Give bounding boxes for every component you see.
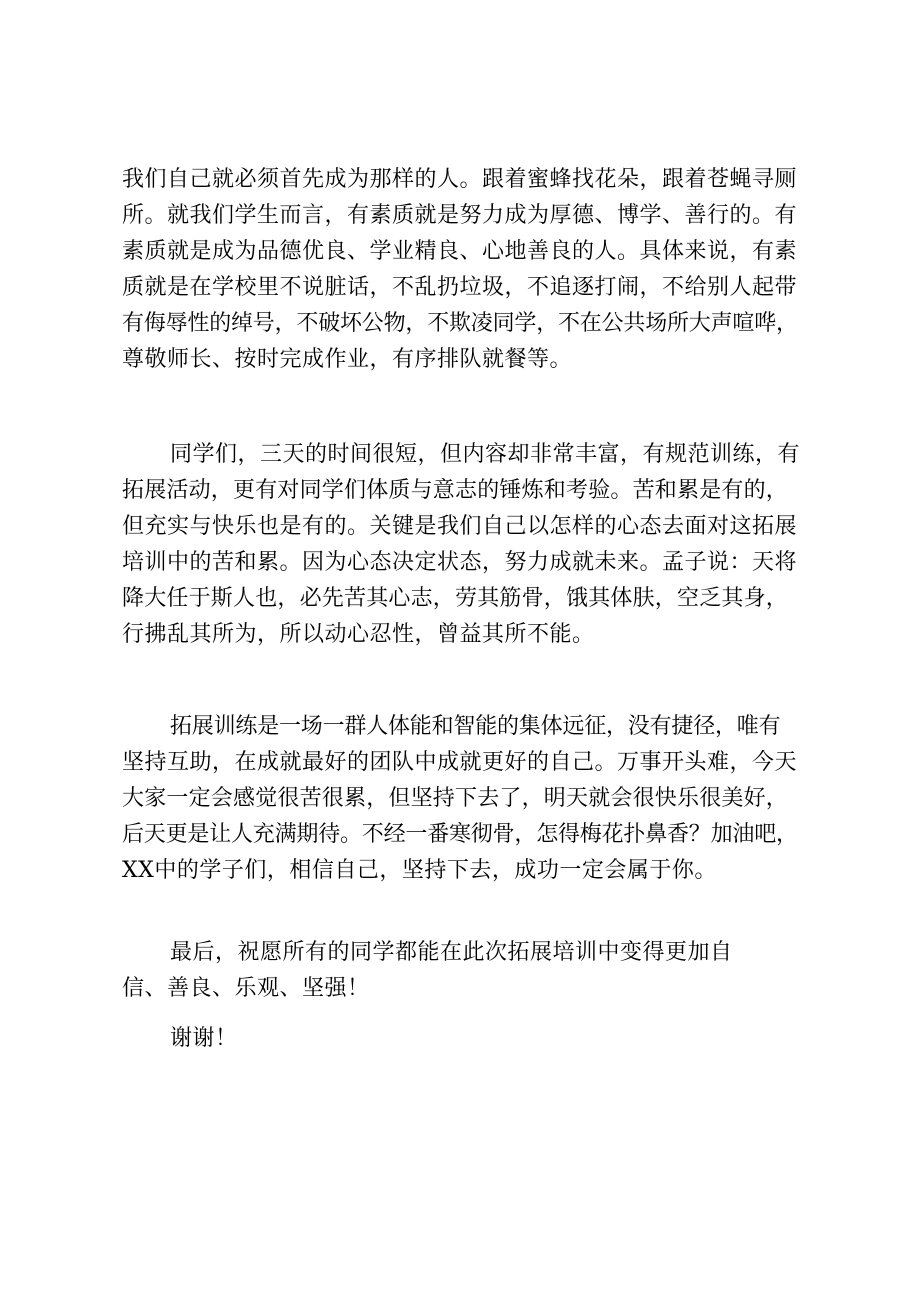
paragraph-1-line-3: 素质就是成为品德优良、学业精良、心地善良的人。具体来说，有素 xyxy=(122,239,798,264)
closing xyxy=(122,1021,812,1057)
paragraph-1-line-2: 所。就我们学生而言，有素质就是努力成为厚德、博学、善行的。有 xyxy=(122,203,798,228)
closing-thanks: 谢谢！ xyxy=(170,1026,238,1051)
paragraph-2-line-1: 同学们，三天的时间很短，但内容却非常丰富，有规范训练，有 xyxy=(170,442,801,467)
paragraph-2-line-3: 但充实与快乐也是有的。关键是我们自己以怎样的心态去面对这拓展 xyxy=(122,514,798,539)
paragraph-3-line-1: 拓展训练是一场一群人体能和智能的集体远征，没有捷径，唯有 xyxy=(170,714,781,739)
paragraph-3-line-5: XX中的学子们，相信自己，坚持下去，成功一定会属于你。 xyxy=(122,858,717,883)
paragraph-3-line-3: 大家一定会感觉很苦很累，但坚持下去了，明天就会很快乐很美好， xyxy=(122,786,789,811)
paragraph-2-line-5: 降大任于斯人也，必先苦其心志，劳其筋骨，饿其体肤，空乏其身， xyxy=(122,586,789,611)
paragraph-3-line-2: 坚持互助，在成就最好的团队中成就更好的自己。万事开头难，今天 xyxy=(122,750,798,775)
paragraph-1-line-6: 尊敬师长、按时完成作业，有序排队就餐等。 xyxy=(122,347,573,372)
paragraph-4 xyxy=(122,935,812,1007)
paragraph-4-line-1: 最后，祝愿所有的同学都能在此次拓展培训中变得更加自 xyxy=(170,940,733,965)
paragraph-4-line-2: 信、善良、乐观、坚强！ xyxy=(122,976,370,1001)
paragraph-1 xyxy=(122,162,812,378)
paragraph-1-line-5: 有侮辱性的绰号，不破坏公物，不欺凌同学，不在公共场所大声喧哗， xyxy=(122,311,798,336)
paragraph-2 xyxy=(122,437,812,653)
paragraph-1-line-4: 质就是在学校里不说脏话，不乱扔垃圾，不追逐打闹，不给别人起带 xyxy=(122,275,798,300)
paragraph-3 xyxy=(122,709,812,889)
paragraph-1-line-1: 我们自己就必须首先成为那样的人。跟着蜜蜂找花朵，跟着苍蝇寻厕 xyxy=(122,167,798,192)
paragraph-2-line-4: 培训中的苦和累。因为心态决定状态，努力成就未来。孟子说：天将 xyxy=(122,550,798,575)
paragraph-2-line-2: 拓展活动，更有对同学们体质与意志的锤炼和考验。苦和累是有的， xyxy=(122,478,789,503)
paragraph-3-line-4: 后天更是让人充满期待。不经一番寒彻骨，怎得梅花扑鼻香？加油吧， xyxy=(122,822,798,847)
paragraph-2-line-6: 行拂乱其所为，所以动心忍性，曾益其所不能。 xyxy=(122,622,595,647)
